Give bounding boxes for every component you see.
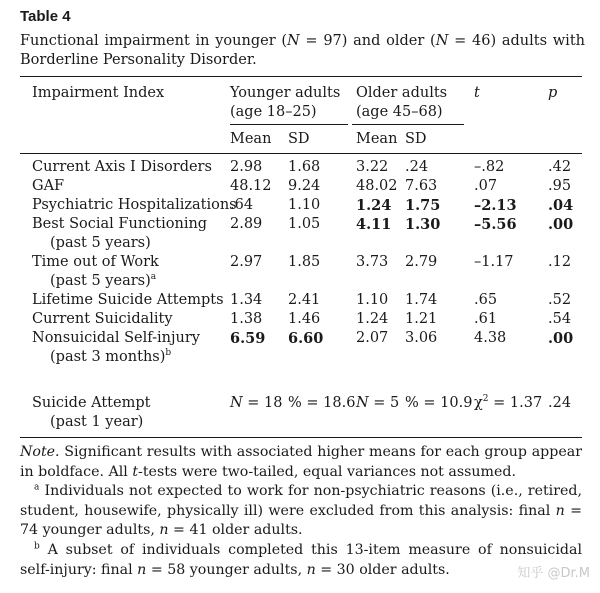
younger-sd: 1.05 xyxy=(288,216,321,232)
p-value: .04 xyxy=(548,197,574,214)
p-value: .12 xyxy=(548,254,572,270)
p-value: .95 xyxy=(548,178,572,194)
younger-mean: 2.98 xyxy=(230,159,263,175)
header-older-sd: SD xyxy=(405,131,427,147)
row-label: Best Social Functioning xyxy=(32,216,208,232)
older-mean: 1.10 xyxy=(356,292,389,308)
older-sd: 7.63 xyxy=(405,178,438,194)
row-label: GAF xyxy=(32,178,65,194)
p-value: .42 xyxy=(548,159,572,175)
header-younger-age: (age 18–25) xyxy=(230,104,317,120)
header-p: p xyxy=(548,85,558,101)
suicide-older-n: N = 5 xyxy=(356,395,400,411)
older-mean: 3.73 xyxy=(356,254,389,270)
younger-mean: 6.59 xyxy=(230,330,266,347)
header-older-mean: Mean xyxy=(356,131,398,147)
header-younger-adults: Younger adults xyxy=(230,85,341,101)
suicide-younger-n: N = 18 xyxy=(230,395,283,411)
row-label: Psychiatric Hospitalizations xyxy=(32,197,237,213)
watermark: 知乎 @Dr.M xyxy=(517,566,590,581)
p-value: .00 xyxy=(548,330,574,347)
younger-sd: 1.46 xyxy=(288,311,321,327)
older-group-rule xyxy=(352,124,464,125)
header-older-age: (age 45–68) xyxy=(356,104,443,120)
older-sd: 3.06 xyxy=(405,330,438,346)
older-mean: 48.02 xyxy=(356,178,398,194)
header-younger-mean: Mean xyxy=(230,131,272,147)
younger-mean: 2.97 xyxy=(230,254,263,270)
row-label: Time out of Work xyxy=(32,254,159,270)
row-label: Lifetime Suicide Attempts xyxy=(32,292,224,308)
p-value: .00 xyxy=(548,216,574,233)
t-value: 4.38 xyxy=(474,330,507,346)
row-label: Suicide Attempt xyxy=(32,395,151,411)
t-value: .07 xyxy=(474,178,498,194)
p-value: .52 xyxy=(548,292,572,308)
header-older-adults: Older adults xyxy=(356,85,448,101)
older-mean: 3.22 xyxy=(356,159,389,175)
row-label-continuation: (past 5 years) xyxy=(50,235,151,251)
older-sd: 1.30 xyxy=(405,216,441,233)
younger-mean: .64 xyxy=(230,197,254,213)
row-label: Current Axis I Disorders xyxy=(32,159,212,175)
header-t: t xyxy=(474,85,480,101)
younger-mean: 1.38 xyxy=(230,311,263,327)
older-sd: 1.21 xyxy=(405,311,438,327)
suicide-older-pct: % = 10.9 xyxy=(405,395,473,411)
younger-sd: 2.41 xyxy=(288,292,321,308)
table-caption: Functional impairment in younger (N = 97) and older (N = 46) adults with Borderline Personality Disorder. xyxy=(20,33,585,68)
p-value: .54 xyxy=(548,311,572,327)
row-label-continuation: (past 1 year) xyxy=(50,414,144,430)
bottom-rule xyxy=(20,437,582,438)
younger-sd: 9.24 xyxy=(288,178,321,194)
header-younger-sd: SD xyxy=(288,131,310,147)
footnote-a: $^a$ Individuals not expected to work for non-psychiatric reasons (i.e., retired, student, housewife, physically ill) were excluded from this analysis: final n = 74 younger adults, n = 41 older adults. xyxy=(20,482,582,538)
row-label: Current Suicidality xyxy=(32,311,173,327)
suicide-younger-pct: % = 18.6 xyxy=(288,395,356,411)
suicide-p: .24 xyxy=(548,395,572,411)
t-value: –2.13 xyxy=(474,197,517,214)
row-label-continuation: (past 3 months)$^b$ xyxy=(50,348,172,365)
younger-sd: 1.68 xyxy=(288,159,321,175)
row-label: Nonsuicidal Self-injury xyxy=(32,330,200,346)
top-rule xyxy=(20,76,582,77)
footnote-marker: a xyxy=(150,272,157,283)
t-value: –.82 xyxy=(474,159,505,175)
older-sd: 2.79 xyxy=(405,254,438,270)
table-note: Note. Significant results with associated higher means for each group appear in boldface. All t-tests were two-tailed, equal variances not assumed. xyxy=(20,444,582,480)
older-sd: 1.75 xyxy=(405,197,441,214)
older-mean: 1.24 xyxy=(356,311,389,327)
younger-sd: 1.10 xyxy=(288,197,321,213)
suicide-chi-square: $\chi^2 = 1.37$ xyxy=(474,394,543,411)
header-rule xyxy=(20,153,582,154)
younger-mean: 2.89 xyxy=(230,216,263,232)
older-sd: .24 xyxy=(405,159,429,175)
header-impairment-index: Impairment Index xyxy=(32,85,165,101)
t-value: .65 xyxy=(474,292,498,308)
table-title: Table 4 xyxy=(20,8,71,25)
younger-group-rule xyxy=(230,124,348,125)
younger-sd: 6.60 xyxy=(288,330,324,347)
row-label-continuation: (past 5 years)$^a$ xyxy=(50,272,157,289)
t-value: .61 xyxy=(474,311,498,327)
younger-mean: 1.34 xyxy=(230,292,263,308)
younger-mean: 48.12 xyxy=(230,178,272,194)
older-mean: 2.07 xyxy=(356,330,389,346)
footnote-b: $^b$ A subset of individuals completed this 13-item measure of nonsuicidal self-injury: final n = 58 younger adults, n = 30 older adults. xyxy=(20,541,582,578)
older-mean: 1.24 xyxy=(356,197,392,214)
older-sd: 1.74 xyxy=(405,292,438,308)
t-value: –1.17 xyxy=(474,254,514,270)
footnote-marker: b xyxy=(165,348,172,359)
t-value: –5.56 xyxy=(474,216,517,233)
older-mean: 4.11 xyxy=(356,216,392,233)
younger-sd: 1.85 xyxy=(288,254,321,270)
